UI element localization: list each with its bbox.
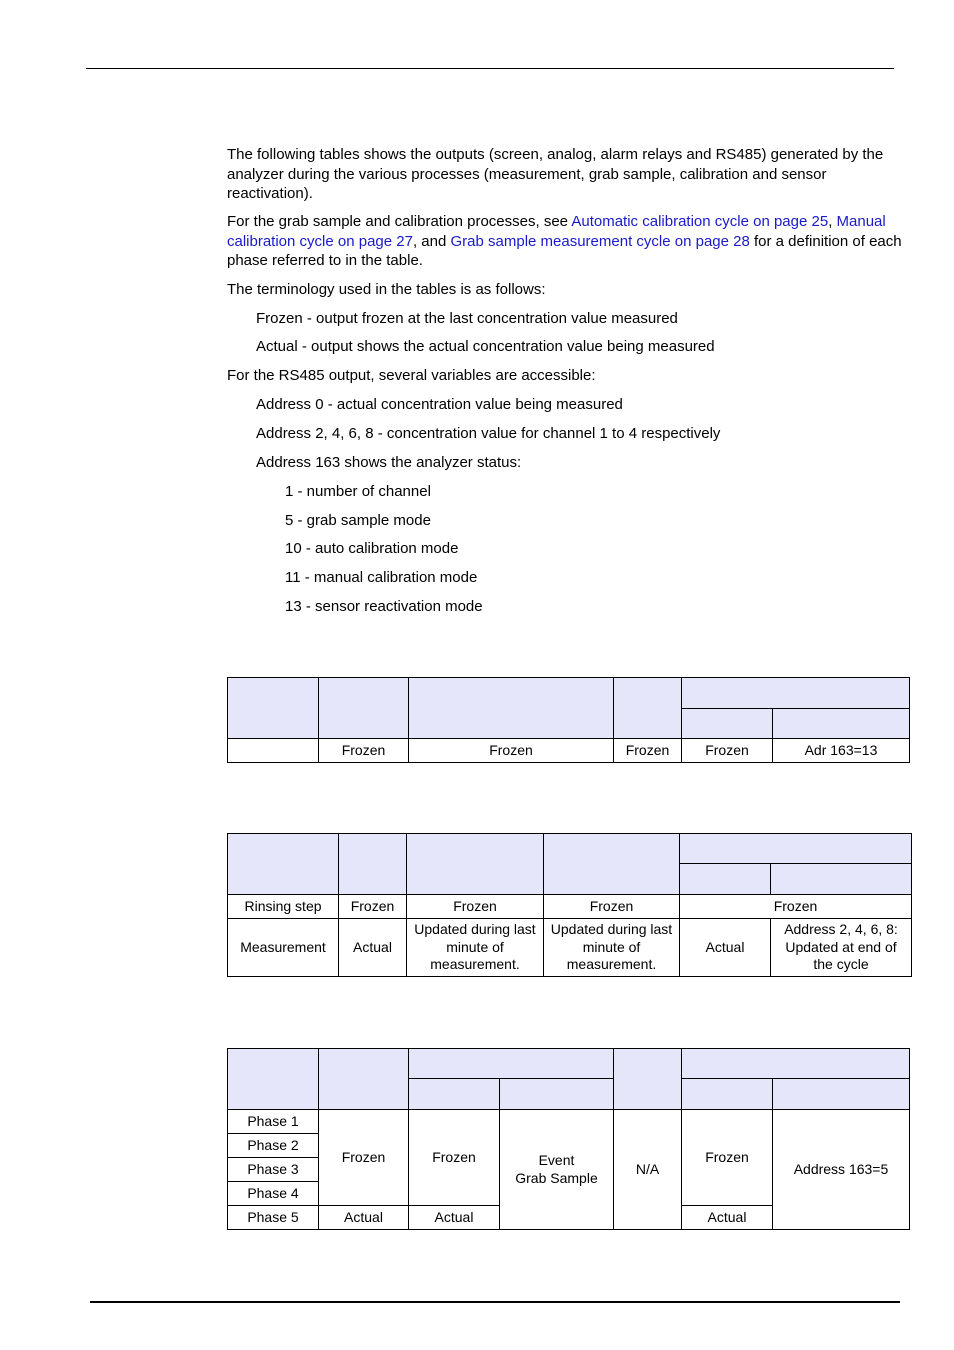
header-cell — [319, 1049, 409, 1110]
header-cell — [682, 1049, 910, 1079]
rs485-intro: For the RS485 output, several variables are accessible: — [227, 367, 596, 384]
table-row — [228, 1110, 910, 1134]
header-cell — [339, 834, 407, 895]
status-item: 10 - auto calibration mode — [285, 540, 459, 557]
text-span: , and — [412, 232, 451, 250]
table-cell: Measurement — [228, 919, 339, 977]
status-item: 13 - sensor reactivation mode — [285, 598, 483, 615]
header-cell — [544, 834, 680, 895]
table-cell: Phase 3 — [228, 1158, 319, 1182]
header-cell — [771, 864, 912, 895]
header-cell — [680, 834, 912, 864]
table-cell: Updated during last minute of measurement. — [407, 919, 544, 977]
table-cell: Rinsing step — [228, 895, 339, 919]
link-manual-calibration[interactable]: Manual calibration cycle on page 27 — [227, 213, 886, 250]
table-cell: Address 2, 4, 6, 8: Updated at end of the cycle — [771, 919, 912, 977]
table-cell: Frozen — [409, 1110, 500, 1206]
table-cell: Address 163=5 — [773, 1110, 910, 1230]
header-cell — [682, 678, 910, 709]
header-cell — [228, 834, 339, 895]
table-grab-sample — [227, 1048, 910, 1230]
address-2-4-6-8: Address 2, 4, 6, 8 - concentration value for channel 1 to 4 respectively — [256, 425, 721, 442]
table-cell: Phase 4 — [228, 1182, 319, 1206]
text-span: For the grab sample and calibration processes, see — [227, 213, 572, 230]
footer-rule — [90, 1301, 900, 1303]
table-cell: Frozen — [614, 739, 682, 763]
term-frozen: Frozen - output frozen at the last concentration value measured — [256, 310, 678, 327]
text-span: , — [828, 213, 837, 230]
table-row — [228, 919, 912, 977]
table-cell: Actual — [409, 1206, 500, 1230]
cell-line: Grab Sample — [515, 1169, 598, 1186]
table-cell — [228, 739, 319, 763]
status-item: 5 - grab sample mode — [285, 512, 431, 529]
header-cell — [407, 834, 544, 895]
header-cell — [614, 1049, 682, 1110]
address-0: Address 0 - actual concentration value being measured — [256, 396, 623, 413]
header-cell — [773, 1079, 910, 1110]
table-cell: Actual — [680, 919, 771, 977]
header-cell — [500, 1079, 614, 1110]
table-cell: Actual — [682, 1206, 773, 1230]
header-cell — [228, 678, 319, 739]
link-automatic-calibration[interactable]: Automatic calibration cycle on page 25 — [571, 213, 829, 230]
header-cell — [409, 678, 614, 739]
status-item: 11 - manual calibration mode — [285, 569, 478, 586]
header-cell — [614, 678, 682, 739]
address-163: Address 163 shows the analyzer status: — [256, 454, 522, 471]
table-cell: Phase 1 — [228, 1110, 319, 1134]
terminology-intro: The terminology used in the tables is as follows: — [227, 281, 546, 298]
table-cell: Updated during last minute of measurement. — [544, 919, 680, 977]
table-cell: Frozen — [680, 895, 912, 919]
header-cell — [773, 709, 910, 739]
status-item: 1 - number of channel — [285, 483, 431, 500]
intro-paragraph-1: The following tables shows the outputs (screen, analog, alarm relays and RS485) generated by the analyzer during the various processes (measurement, grab sample, calibration and sensor reactivation). — [227, 146, 884, 202]
cell-line: Event — [538, 1152, 575, 1168]
table-cell: N/A — [614, 1110, 682, 1230]
table-cell: Frozen — [319, 1110, 409, 1206]
header-cell — [682, 709, 773, 739]
table-cell: Actual — [319, 1206, 409, 1230]
header-cell — [680, 864, 771, 895]
table-cell: Frozen — [409, 739, 614, 763]
table-cell: Actual — [339, 919, 407, 977]
header-cell — [682, 1079, 773, 1110]
table-cell: Frozen — [407, 895, 544, 919]
table-cell: Frozen — [682, 1110, 773, 1206]
event-grab-sample-cell — [500, 1110, 614, 1230]
table-cell: Frozen — [319, 739, 409, 763]
term-actual: Actual - output shows the actual concentration value being measured — [256, 338, 715, 355]
header-cell — [409, 1079, 500, 1110]
table-cell: Phase 5 — [228, 1206, 319, 1230]
table-cell: Frozen — [339, 895, 407, 919]
table-cell: Frozen — [682, 739, 773, 763]
table-row — [228, 739, 910, 763]
link-grab-sample[interactable]: Grab sample measurement cycle on page 28 — [450, 232, 750, 250]
table-cell: Frozen — [544, 895, 680, 919]
table-measurement — [227, 833, 912, 977]
header-cell — [319, 678, 409, 739]
intro-paragraph-2 — [227, 212, 911, 271]
header-rule — [86, 68, 894, 69]
text-span: for a definition of each phase referred to in the table. — [227, 232, 902, 269]
table-cell: Adr 163=13 — [773, 739, 910, 763]
table-sensor-reactivation — [227, 677, 910, 763]
header-cell — [228, 1049, 319, 1110]
header-cell — [409, 1049, 614, 1079]
table-cell: Phase 2 — [228, 1134, 319, 1158]
table-row — [228, 895, 912, 919]
